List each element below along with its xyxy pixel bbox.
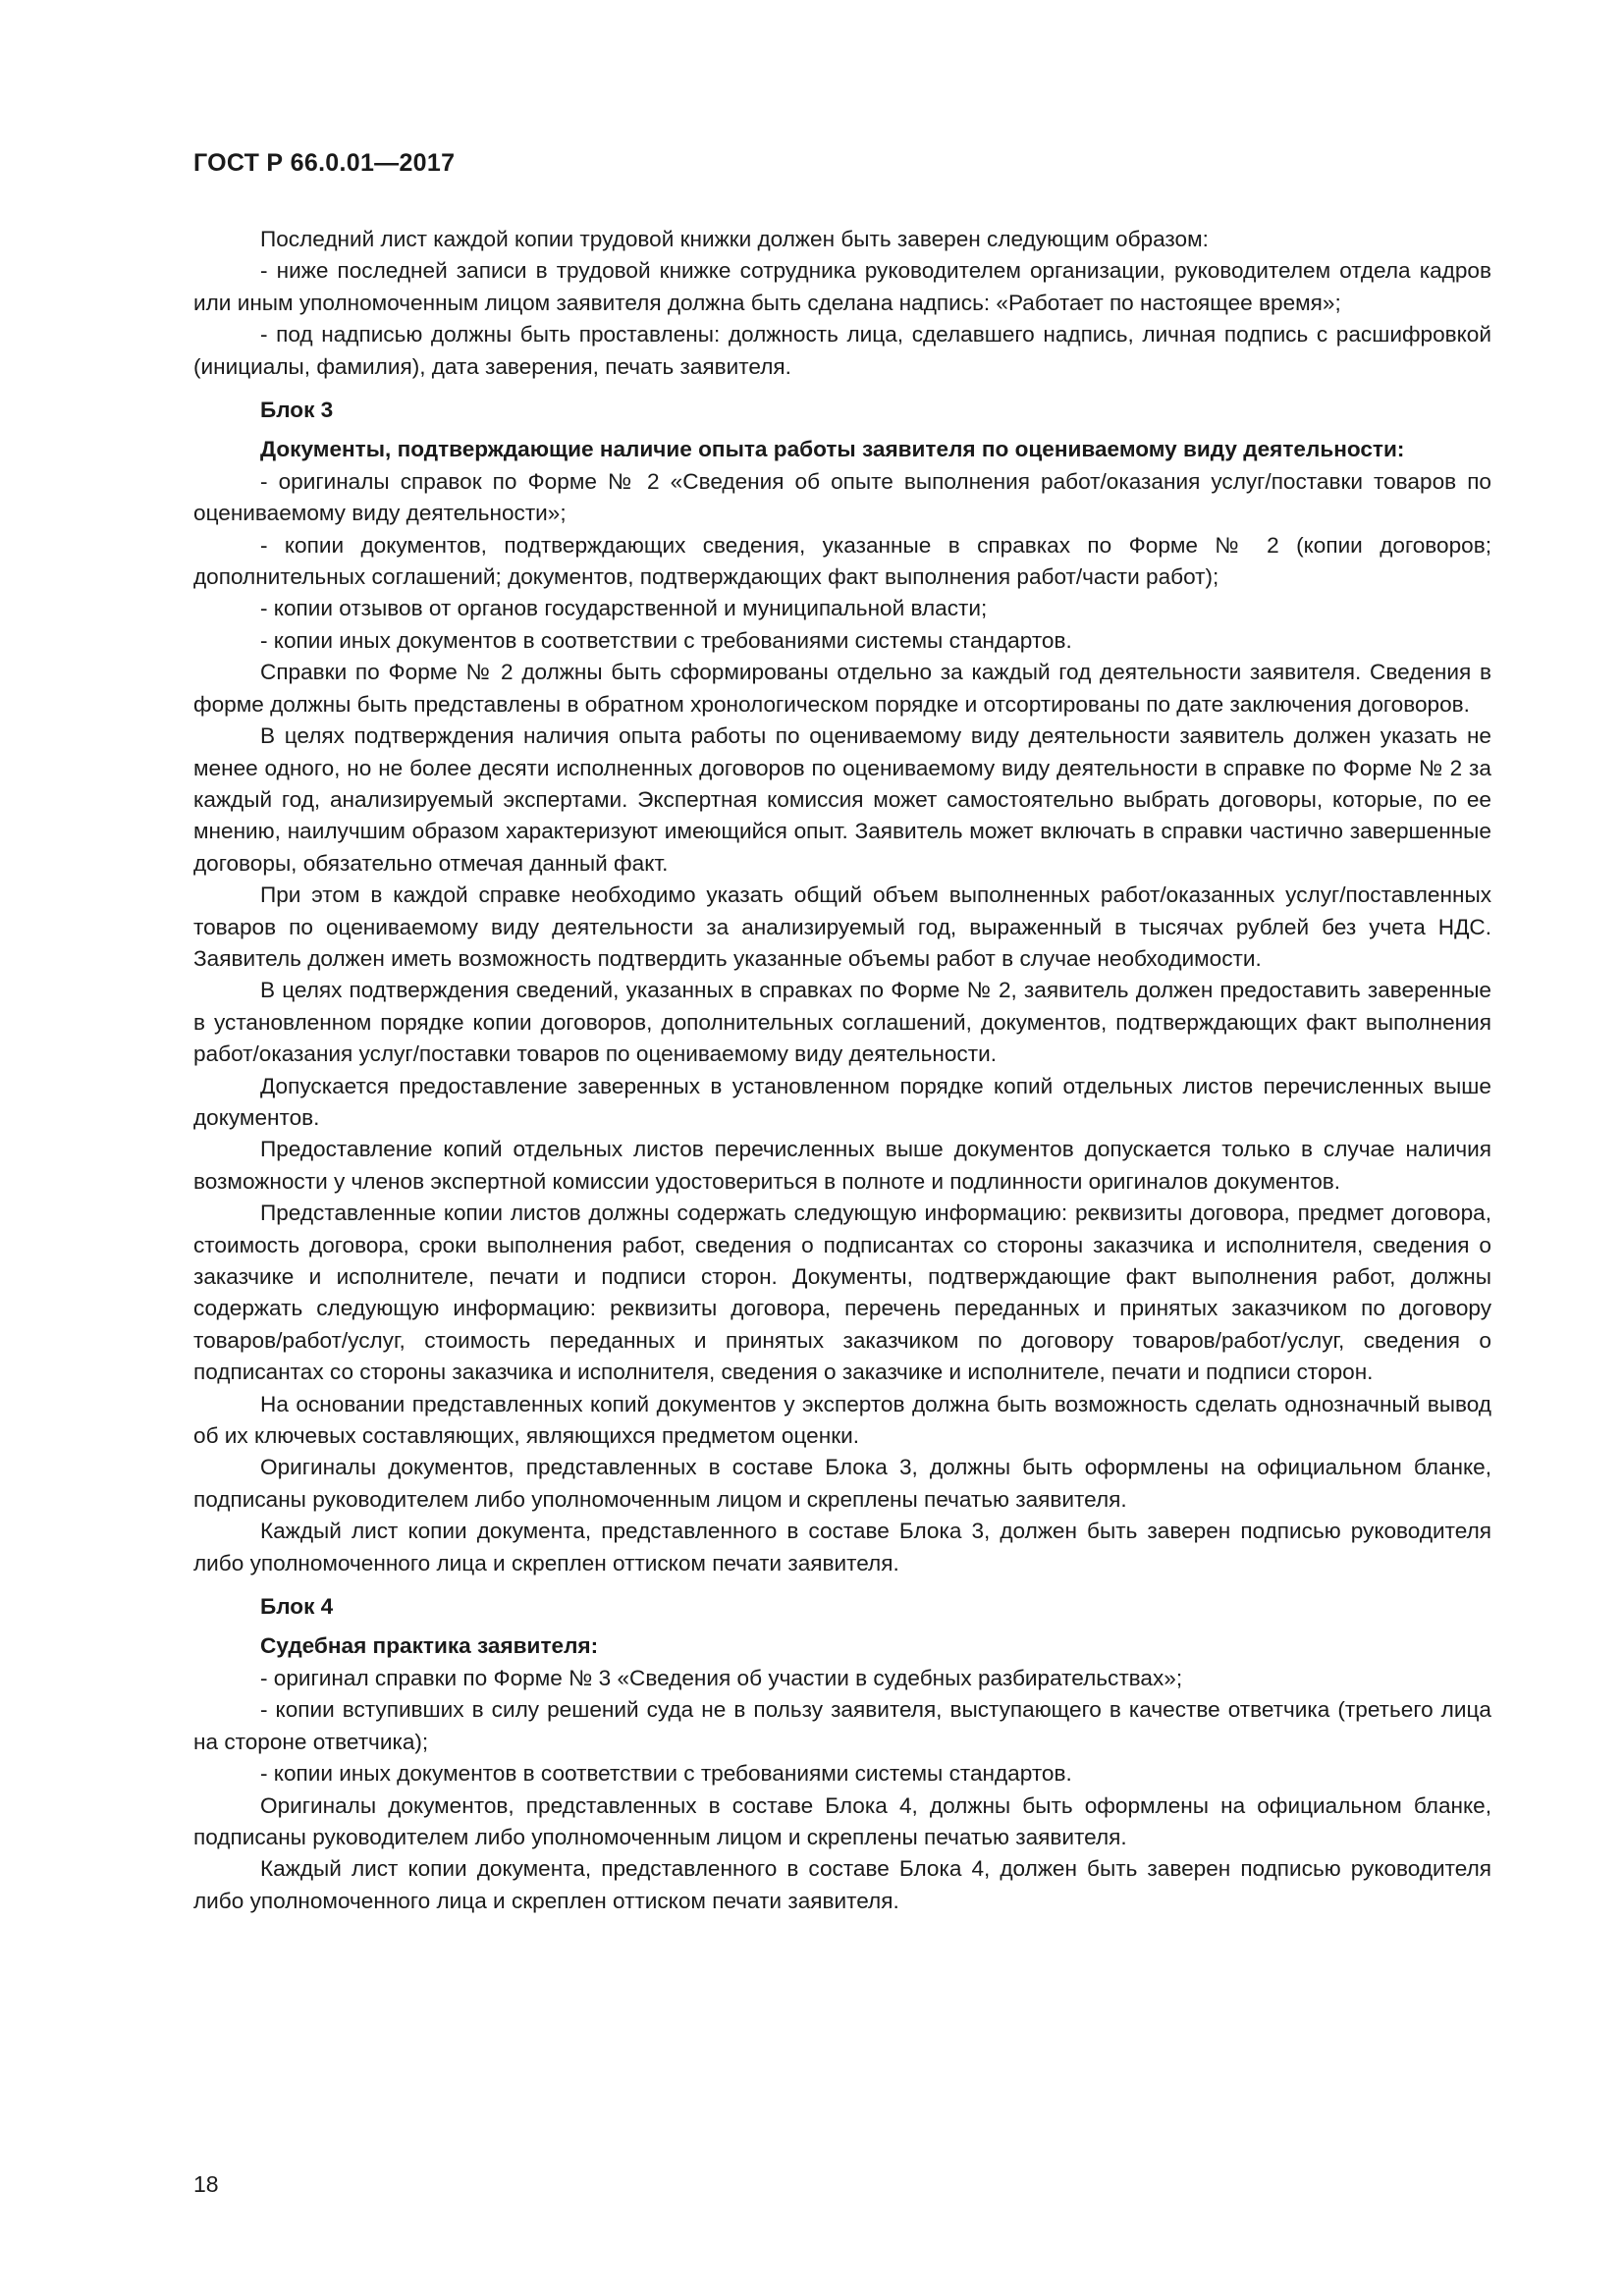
list-item: - оригиналы справок по Форме № 2 «Сведения об опыте выполнения работ/оказания услуг/поставки товаров по оцениваемому виду деятельности»;	[193, 468, 1491, 526]
section-heading-block-4: Блок 4	[260, 1594, 334, 1620]
list-item: - ниже последней записи в трудовой книжке сотрудника руководителем организации, руководителем отдела кадров или иным уполномоченным лицом заявителя должна быть сделана надпись: «Работает по настоящее время»;	[193, 258, 1491, 315]
paragraph: Допускается предоставление заверенных в установленном порядке копий отдельных листов перечисленных выше документов.	[193, 1073, 1491, 1130]
paragraph: Предоставление копий отдельных листов перечисленных выше документов допускается только в случае наличия возможности у членов экспертной комиссии удостовериться в полноте и подлинности оригиналов документов.	[193, 1137, 1491, 1194]
paragraph: В целях подтверждения сведений, указанных в справках по Форме № 2, заявитель должен предоставить заверенные в установленном порядке копии договоров, дополнительных соглашений, документов, подтверждающих факт выполнения работ/оказания услуг/поставки товаров по оцениваемому виду деятельности.	[193, 978, 1491, 1067]
paragraph: Справки по Форме № 2 должны быть сформированы отдельно за каждый год деятельности заявителя. Сведения в форме должны быть представлены в обратном хронологическом порядке и отсортированы по дате заключения договоров.	[193, 660, 1491, 717]
section-heading-block-3: Блок 3	[260, 398, 334, 423]
list-item: - копии отзывов от органов государственной и муниципальной власти;	[260, 596, 988, 621]
page-number: 18	[193, 2171, 219, 2197]
paragraph: При этом в каждой справке необходимо указать общий объем выполненных работ/оказанных услуг/поставленных товаров по оцениваемому виду деятельности за анализируемый год, выраженный в тысячах рублей без учета НДС. Заявитель должен иметь возможность подтвердить указанные объемы работ в случае необходимости.	[193, 882, 1491, 971]
paragraph: Оригиналы документов, представленных в составе Блока 3, должны быть оформлены на официальном бланке, подписаны руководителем либо уполномоченным лицом и скреплены печатью заявителя.	[193, 1455, 1491, 1512]
subsection-heading: Судебная практика заявителя:	[260, 1633, 599, 1659]
list-item: - под надписью должны быть проставлены: должность лица, сделавшего надпись, личная подпись с расшифровкой (инициалы, фамилия), дата заверения, печать заявителя.	[193, 322, 1491, 379]
paragraph: В целях подтверждения наличия опыта работы по оцениваемому виду деятельности заявитель должен указать не менее одного, но не более десяти исполненных договоров по оцениваемому виду деятельности в справке по Форме № 2 за каждый год, анализируемый экспертами. Экспертная комиссия может самостоятельно выбрать договоры, которые, по ее мнению, наилучшим образом характеризуют имеющийся опыт. Заявитель может включать в справки частично завершенные договоры, обязательно отмечая данный факт.	[193, 723, 1491, 876]
list-item: - копии вступивших в силу решений суда не в пользу заявителя, выступающего в качестве ответчика (третьего лица на стороне ответчика);	[193, 1697, 1491, 1754]
standard-code-header: ГОСТ Р 66.0.01—2017	[193, 149, 456, 177]
paragraph: Оригиналы документов, представленных в составе Блока 4, должны быть оформлены на официальном бланке, подписаны руководителем либо уполномоченным лицом и скреплены печатью заявителя.	[193, 1792, 1491, 1849]
list-item: - оригинал справки по Форме № 3 «Сведения об участии в судебных разбирательствах»;	[260, 1665, 1183, 1690]
paragraph: Последний лист каждой копии трудовой книжки должен быть заверен следующим образом:	[260, 227, 1209, 251]
list-item: - копии иных документов в соответствии с требованиями системы стандартов.	[260, 627, 1072, 653]
list-item: - копии иных документов в соответствии с требованиями системы стандартов.	[260, 1761, 1072, 1787]
paragraph: Представленные копии листов должны содержать следующую информацию: реквизиты договора, предмет договора, стоимость договора, сроки выполнения работ, сведения о подписантах со стороны заказчика и исполнителя, сведения о заказчике и исполнителе, печати и подписи сторон. Документы, подтверждающие факт выполнения работ, должны содержать следующую информацию: реквизиты договора, перечень переданных и принятых заказчиком по договору товаров/работ/услуг, стоимость переданных и принятых заказчиком по договору товаров/работ/услуг, сведения о подписантах со стороны заказчика и исполнителя, сведения о заказчике и исполнителе, печати и подписи сторон.	[193, 1201, 1491, 1385]
document-body	[193, 224, 1491, 1917]
paragraph: Каждый лист копии документа, представленного в составе Блока 3, должен быть заверен подписью руководителя либо уполномоченного лица и скреплен оттиском печати заявителя.	[193, 1519, 1491, 1575]
paragraph: На основании представленных копий документов у экспертов должна быть возможность сделать однозначный вывод об их ключевых составляющих, являющихся предметом оценки.	[193, 1391, 1491, 1449]
list-item: - копии документов, подтверждающих сведения, указанные в справках по Форме № 2 (копии договоров; дополнительных соглашений; документов, подтверждающих факт выполнения работ/части работ);	[193, 532, 1491, 590]
subsection-heading: Документы, подтверждающие наличие опыта работы заявителя по оцениваемому виду деятельности:	[260, 437, 1405, 462]
paragraph: Каждый лист копии документа, представленного в составе Блока 4, должен быть заверен подписью руководителя либо уполномоченного лица и скреплен оттиском печати заявителя.	[193, 1856, 1491, 1913]
